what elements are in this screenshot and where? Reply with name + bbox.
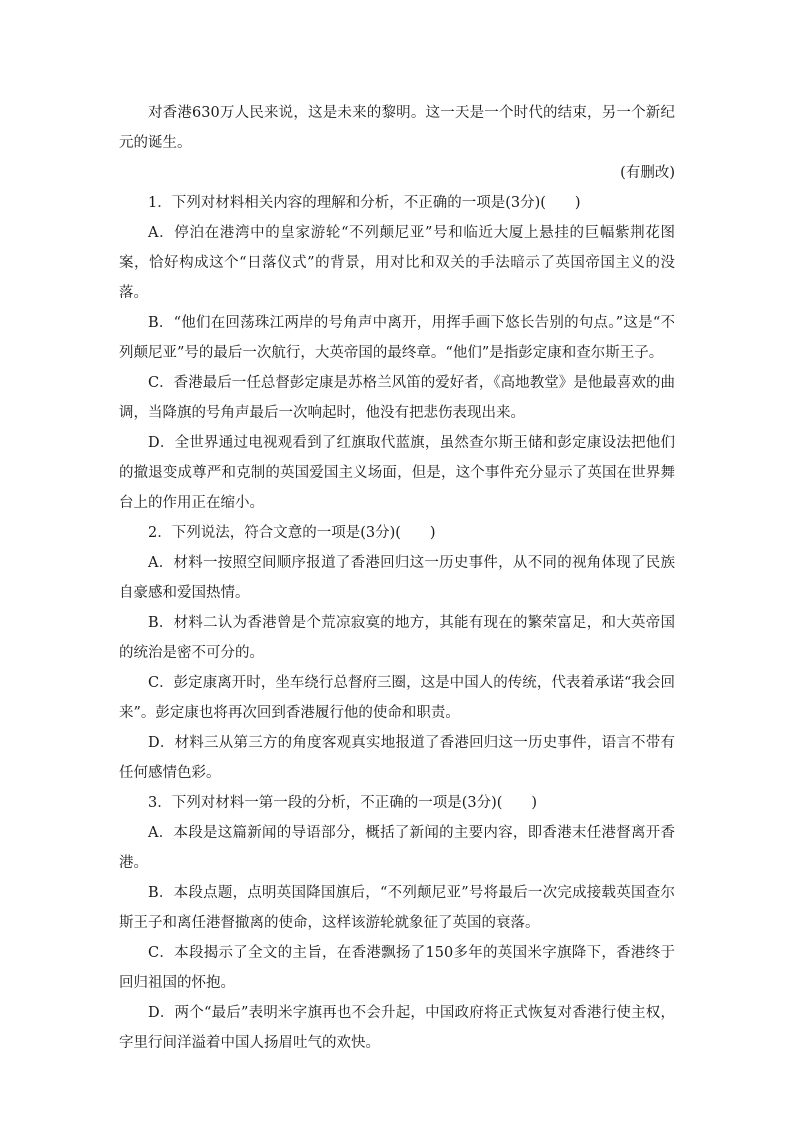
question-1-stem: 1．下列对材料相关内容的理解和分析，不正确的一项是(3分)( ) [148,195,581,211]
question-3-stem: 3．下列对材料一第一段的分析，不正确的一项是(3分)( ) [148,795,538,811]
question-2-option-a: A．材料一按照空间顺序报道了香港回归这一历史事件，从不同的视角体现了民族自豪感和爱国热情。 [119,555,675,601]
question-2-option-d: D．材料三从第三方的角度客观真实地报道了香港回归这一历史事件，语言不带有任何感情色彩。 [119,735,675,781]
intro-paragraph: 对香港630万人民来说，这是未来的黎明。这一天是一个时代的结束，另一个新纪元的诞生。 [119,105,675,151]
question-3-option-d: D．两个“最后”表明米字旗再也不会升起，中国政府将正式恢复对香港行使主权，字里行间洋溢着中国人扬眉吐气的欢快。 [119,1005,675,1051]
question-1-option-c: C．香港最后一任总督彭定康是苏格兰风笛的爱好者，《高地教堂》是他最喜欢的曲调，当降旗的号角声最后一次响起时，他没有把悲伤表现出来。 [119,375,675,421]
question-2-option-c: C．彭定康离开时，坐车绕行总督府三圈，这是中国人的传统，代表着承诺“我会回来”。彭定康也将再次回到香港履行他的使命和职责。 [119,675,675,721]
question-2-option-b: B．材料二认为香港曾是个荒凉寂寞的地方，其能有现在的繁荣富足，和大英帝国的统治是密不可分的。 [119,615,675,661]
source-note: (有删改) [620,165,675,181]
document-page [119,98,675,1058]
question-1-option-d: D．全世界通过电视观看到了红旗取代蓝旗，虽然查尔斯王储和彭定康设法把他们的撤退变成尊严和克制的英国爱国主义场面，但是，这个事件充分显示了英国在世界舞台上的作用正在缩小。 [119,435,675,511]
question-3-option-c: C．本段揭示了全文的主旨，在香港飘扬了150多年的英国米字旗降下，香港终于回归祖国的怀抱。 [119,945,675,991]
question-3-option-b: B．本段点题，点明英国降国旗后，“不列颠尼亚”号将最后一次完成接载英国查尔斯王子和离任港督撤离的使命，这样该游轮就象征了英国的衰落。 [119,885,675,931]
question-1-option-a: A．停泊在港湾中的皇家游轮“不列颠尼亚”号和临近大厦上悬挂的巨幅紫荆花图案，恰好构成这个“日落仪式”的背景，用对比和双关的手法暗示了英国帝国主义的没落。 [119,225,675,301]
question-3-option-a: A．本段是这篇新闻的导语部分，概括了新闻的主要内容，即香港末任港督离开香港。 [119,825,675,871]
question-1-option-b: B．“他们在回荡珠江两岸的号角声中离开，用挥手画下悠长告别的句点。”这是“不列颠尼亚”号的最后一次航行，大英帝国的最终章。“他们”是指彭定康和查尔斯王子。 [119,315,675,361]
question-2-stem: 2．下列说法，符合文意的一项是(3分)( ) [148,525,436,541]
